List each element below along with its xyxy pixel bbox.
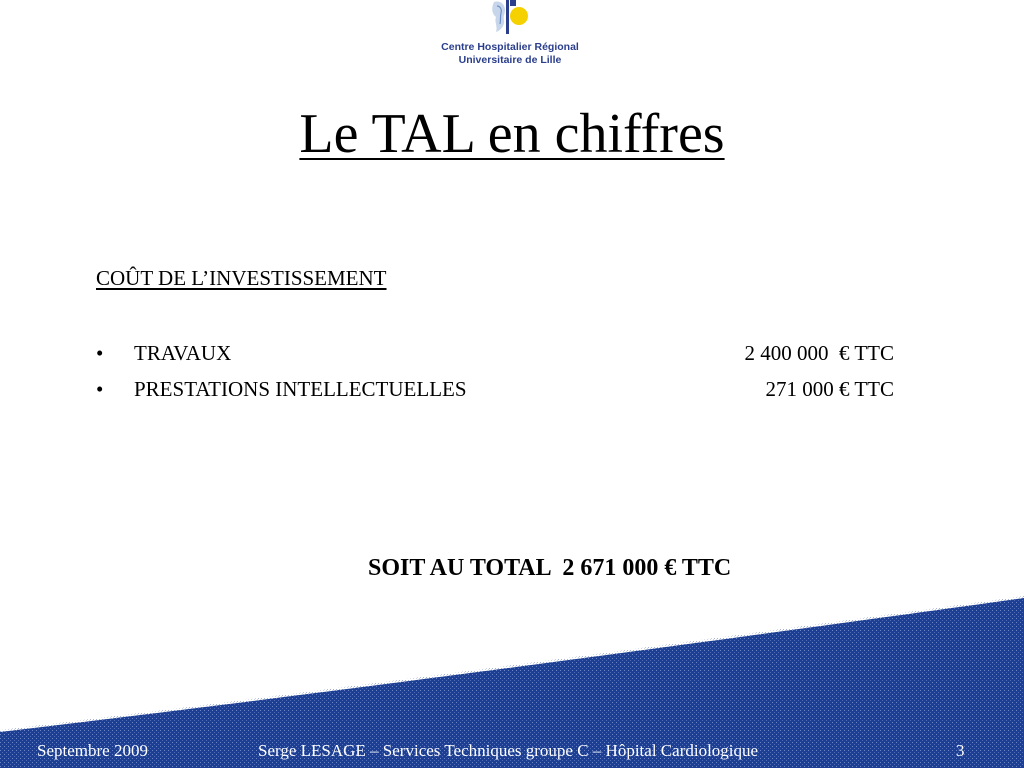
total-amount: SOIT AU TOTAL 2 671 000 € TTC — [368, 555, 732, 581]
bullet-icon: • — [96, 341, 104, 365]
page-number: 3 — [956, 741, 965, 760]
logo-text-line-1: Centre Hospitalier Régional — [441, 41, 579, 53]
cost-amount: 2 400 000 € TTC — [744, 341, 894, 365]
list-item — [96, 340, 896, 376]
slide-title: Le TAL en chiffres — [299, 103, 725, 165]
section-heading: COÛT DE L’INVESTISSEMENT — [96, 266, 387, 290]
logo-text-line-2: Universitaire de Lille — [458, 54, 562, 66]
list-item — [96, 376, 896, 412]
cost-amount: 271 000 € TTC — [765, 377, 894, 401]
logo-mark-icon — [488, 0, 532, 36]
chru-lille-logo — [440, 0, 580, 76]
cost-list — [96, 340, 896, 412]
footer — [0, 738, 1024, 764]
footer-author: Serge LESAGE – Services Techniques groupe C – Hôpital Cardiologique — [258, 741, 759, 760]
footer-date: Septembre 2009 — [37, 741, 148, 760]
cost-label: TRAVAUX — [134, 341, 232, 365]
bullet-icon: • — [96, 377, 104, 401]
cost-label: PRESTATIONS INTELLECTUELLES — [134, 377, 467, 401]
